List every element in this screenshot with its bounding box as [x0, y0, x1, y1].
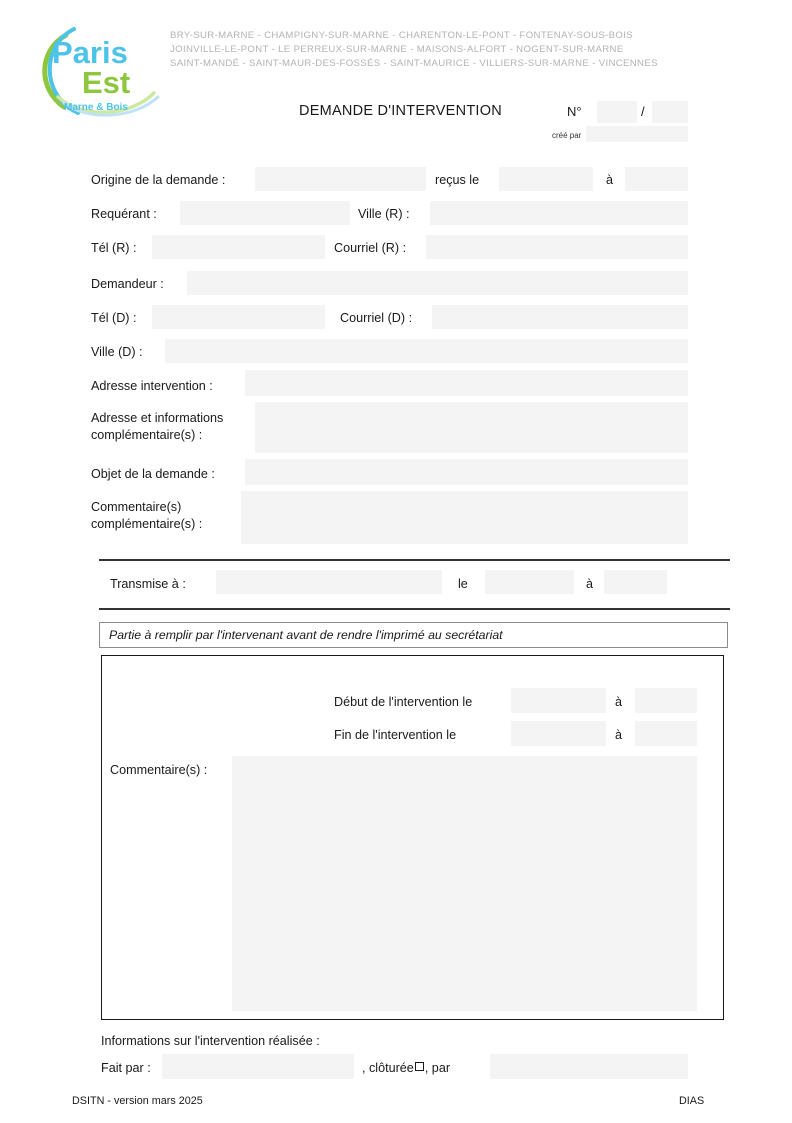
objet-label: Objet de la demande :: [91, 467, 215, 481]
tel-d-label: Tél (D) :: [91, 311, 137, 325]
recus-le-label: reçus le: [435, 173, 480, 187]
transmise-field[interactable]: [216, 570, 442, 594]
debut-intervention-heure-field[interactable]: [635, 688, 697, 713]
footer-service: DIAS: [679, 1095, 705, 1107]
transmise-a-field[interactable]: [604, 570, 667, 594]
requerant-label: Requérant :: [91, 207, 157, 221]
cloturee-checkbox[interactable]: [415, 1062, 424, 1071]
cloturee-label-after: , par: [424, 1061, 451, 1075]
cloturee-label-before: , clôturée: [362, 1061, 414, 1075]
debut-intervention-date-field[interactable]: [511, 688, 606, 713]
ville-d-field[interactable]: [165, 339, 688, 363]
cloturee-par-field[interactable]: [490, 1054, 688, 1079]
debut-intervention-label: Début de l'intervention le: [334, 695, 473, 709]
origine-field[interactable]: [255, 167, 426, 191]
cities-line-2: JOINVILLE-LE-PONT - LE PERREUX-SUR-MARNE - MAISONS-ALFORT - NOGENT-SUR-MARNE: [170, 44, 624, 56]
commentaires-comp-field[interactable]: [241, 491, 688, 544]
intervenant-commentaires-label: Commentaire(s) :: [110, 763, 208, 777]
ville-r-field[interactable]: [430, 201, 688, 225]
cloturee-group: [362, 1060, 450, 1077]
numero-separator: /: [641, 104, 645, 119]
cities-line-3: SAINT-MANDÉ - SAINT-MAUR-DES-FOSSÉS - SAINT-MAURICE - VILLIERS-SUR-MARNE - VINCENNES: [170, 58, 658, 70]
courriel-r-field[interactable]: [426, 235, 688, 259]
ville-r-label: Ville (R) :: [358, 207, 410, 221]
divider-middle: [99, 608, 730, 610]
ville-d-label: Ville (D) :: [91, 345, 143, 359]
transmise-a-label: à: [586, 577, 594, 591]
demandeur-field[interactable]: [187, 271, 688, 295]
svg-text:Est: Est: [82, 65, 131, 100]
adresse-intervention-label: Adresse intervention :: [91, 379, 213, 393]
demandeur-label: Demandeur :: [91, 277, 164, 291]
courriel-d-field[interactable]: [432, 305, 688, 329]
fin-intervention-heure-field[interactable]: [635, 721, 697, 746]
intervenant-banner-text: Partie à remplir par l'intervenant avant de rendre l'imprimé au secrétariat: [109, 628, 503, 642]
adresse-infos-field[interactable]: [255, 402, 688, 453]
fait-par-label: Fait par :: [101, 1061, 151, 1075]
adresse-infos-label: Adresse et informations complémentaire(s) :: [91, 411, 224, 442]
svg-text:Marne & Bois: Marne & Bois: [64, 102, 128, 113]
infos-realisation-label: Informations sur l'intervention réalisée :: [101, 1034, 320, 1048]
courriel-d-label: Courriel (D) :: [340, 311, 413, 325]
transmise-le-label: le: [458, 577, 468, 591]
fait-par-field[interactable]: [162, 1054, 354, 1079]
requerant-field[interactable]: [180, 201, 350, 225]
tel-r-label: Tél (R) :: [91, 241, 137, 255]
commentaires-comp-label: Commentaire(s) complémentaire(s) :: [91, 500, 203, 531]
debut-intervention-a-label: à: [615, 695, 623, 709]
adresse-intervention-field[interactable]: [245, 370, 688, 396]
tel-r-field[interactable]: [152, 235, 325, 259]
footer-version: DSITN - version mars 2025: [72, 1095, 203, 1107]
tel-d-field[interactable]: [152, 305, 325, 329]
objet-field[interactable]: [245, 459, 688, 485]
cities-line-1: BRY-SUR-MARNE - CHAMPIGNY-SUR-MARNE - CHARENTON-LE-PONT - FONTENAY-SOUS-BOIS: [170, 30, 633, 41]
recus-le-field[interactable]: [499, 167, 593, 191]
intervenant-banner: [99, 622, 728, 648]
fin-intervention-a-label: à: [615, 728, 623, 742]
numero-label: N°: [567, 104, 582, 119]
divider-top: [99, 559, 730, 561]
fin-intervention-date-field[interactable]: [511, 721, 606, 746]
recus-a-label: à: [606, 173, 614, 187]
origine-label: Origine de la demande :: [91, 173, 226, 187]
recus-a-field[interactable]: [625, 167, 688, 191]
transmise-label: Transmise à :: [110, 577, 186, 591]
courriel-r-label: Courriel (R) :: [334, 241, 407, 255]
fin-intervention-label: Fin de l'intervention le: [334, 728, 457, 742]
transmise-le-field[interactable]: [485, 570, 574, 594]
svg-text:Paris: Paris: [52, 35, 128, 70]
page-title: DEMANDE D'INTERVENTION: [299, 103, 502, 119]
intervenant-commentaires-field[interactable]: [232, 756, 697, 1011]
created-by-label: créé par: [552, 131, 582, 140]
